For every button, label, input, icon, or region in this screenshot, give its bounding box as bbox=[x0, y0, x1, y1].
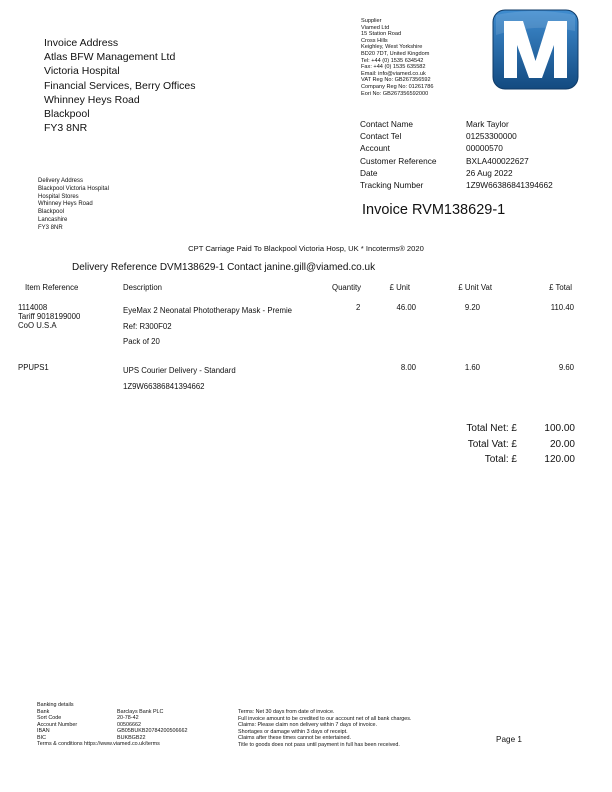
terms-link[interactable]: https://www.viamed.co.uk/terms bbox=[84, 741, 160, 747]
description-line: EyeMax 2 Neonatal Phototherapy Mask - Premie bbox=[123, 306, 293, 315]
banking-value: BUKBGB22 bbox=[117, 734, 146, 741]
banking-value: 00506662 bbox=[117, 721, 141, 728]
delivery-address bbox=[38, 178, 109, 233]
invoice-address-line: FY3 8NR bbox=[44, 122, 88, 135]
total-net-row bbox=[440, 421, 575, 437]
contact-value: 1Z9W66386841394662 bbox=[466, 180, 553, 191]
header-total: £ Total bbox=[549, 283, 572, 292]
supplier-line: Cross Hills bbox=[361, 37, 388, 44]
grand-total-row bbox=[440, 452, 575, 468]
contact-label: Date bbox=[360, 167, 378, 178]
account-row bbox=[360, 142, 553, 154]
terms-line: Full invoice amount to be credited to our account net of all bank charges. bbox=[238, 715, 412, 722]
contact-label: Contact Tel bbox=[360, 131, 402, 142]
total-value: 100.00 bbox=[544, 423, 575, 434]
date-row bbox=[360, 167, 553, 179]
contact-label: Account bbox=[360, 143, 390, 154]
contact-label: Customer Reference bbox=[360, 155, 437, 166]
carriage-terms: CPT Carriage Paid To Blackpool Victoria Hosp, UK * Incoterms® 2020 bbox=[188, 244, 424, 253]
total-label: Total: £ bbox=[484, 454, 517, 465]
header-unit: £ Unit bbox=[389, 283, 410, 292]
invoice-address-heading: Invoice Address bbox=[44, 37, 119, 49]
banking-label: IBAN bbox=[37, 728, 50, 734]
supplier-block bbox=[361, 18, 433, 97]
banking-row bbox=[37, 741, 187, 748]
row-1-unit-vat: 9.20 bbox=[464, 303, 480, 312]
contact-value: Mark Taylor bbox=[466, 119, 509, 129]
invoice-address-line: Financial Services, Berry Offices bbox=[44, 79, 196, 92]
invoice-address-line: Victoria Hospital bbox=[44, 65, 120, 78]
supplier-line: Keighley, West Yorkshire bbox=[361, 44, 423, 51]
item-origin: CoO U.S.A bbox=[18, 321, 57, 330]
contact-value: 26 Aug 2022 bbox=[466, 167, 513, 178]
delivery-address-line: Blackpool Victoria Hospital bbox=[38, 185, 109, 192]
banking-label: Sort Code bbox=[37, 715, 62, 721]
banking-label: Bank bbox=[37, 708, 50, 715]
row-2-unit-vat: 1.60 bbox=[464, 363, 480, 372]
supplier-line: Eori No: GB267356592000 bbox=[361, 90, 429, 97]
description-line: Ref: R300F02 bbox=[123, 321, 172, 331]
row-2-description bbox=[123, 363, 236, 394]
supplier-line: 15 Station Road bbox=[361, 31, 402, 38]
header-unit-vat: £ Unit Vat bbox=[458, 283, 492, 292]
banking-value: 20-78-42 bbox=[117, 715, 139, 721]
terms-line: Title to goods does not pass until payment in full has been received. bbox=[238, 741, 400, 748]
row-1-description bbox=[123, 303, 292, 350]
supplier-line: Fax: +44 (0) 1535 635582 bbox=[361, 64, 426, 71]
supplier-line: Email: info@viamed.co.uk bbox=[361, 70, 426, 77]
banking-label: BIC bbox=[37, 734, 46, 741]
totals bbox=[440, 421, 575, 468]
supplier-line: Viamed Ltd bbox=[361, 24, 390, 31]
terms-line: Shortages or damage within 3 days of receipt. bbox=[238, 728, 348, 735]
supplier-line: VAT Reg No: GB267356592 bbox=[361, 77, 431, 84]
contact-value: 01253300000 bbox=[466, 131, 517, 142]
customer-reference-row bbox=[360, 155, 553, 167]
item-reference: 1114008 bbox=[18, 303, 48, 312]
terms-line: Terms: Net 30 days from date of invoice. bbox=[238, 709, 335, 715]
total-value: 20.00 bbox=[549, 438, 575, 450]
payment-terms bbox=[238, 709, 412, 748]
viamed-logo bbox=[492, 9, 579, 90]
supplier-heading: Supplier bbox=[361, 18, 382, 24]
invoice-address-line: Whinney Heys Road bbox=[44, 93, 140, 106]
description-line: 1Z9W66386841394662 bbox=[123, 381, 205, 391]
invoice-address bbox=[44, 36, 196, 135]
banking-value: GB05BUKB20784200506662 bbox=[117, 728, 188, 734]
delivery-address-line: Hospital Stores bbox=[38, 193, 79, 200]
page-number: Page 1 bbox=[496, 735, 522, 744]
invoice-address-line: Blackpool bbox=[44, 108, 90, 121]
contact-value: 00000570 bbox=[466, 143, 503, 154]
item-tariff: Tariff 9018199000 bbox=[18, 312, 81, 321]
row-1-item bbox=[18, 303, 80, 330]
row-1-total: 110.40 bbox=[550, 303, 574, 312]
row-1-unit: 46.00 bbox=[396, 303, 416, 312]
delivery-address-line: Blackpool bbox=[38, 209, 65, 216]
row-2-unit: 8.00 bbox=[400, 363, 416, 372]
contact-name-row bbox=[360, 118, 553, 130]
contact-details bbox=[360, 118, 553, 191]
banking-value: Barclays Bank PLC bbox=[117, 708, 164, 715]
supplier-line: Tel: +44 (0) 1535 634542 bbox=[361, 57, 424, 64]
banking-label: Banking details bbox=[37, 702, 74, 708]
invoice-address-line: Atlas BFW Management Ltd bbox=[44, 51, 176, 64]
invoice-number: Invoice RVM138629-1 bbox=[362, 202, 506, 218]
tracking-number-row bbox=[360, 179, 553, 191]
contact-value: BXLA400022627 bbox=[466, 155, 529, 166]
header-description: Description bbox=[123, 283, 162, 292]
header-item-reference: Item Reference bbox=[25, 283, 79, 292]
row-1-quantity: 2 bbox=[356, 303, 361, 312]
delivery-address-line: Whinney Heys Road bbox=[38, 201, 93, 208]
terms-line: Claims after these times cannot be entertained. bbox=[238, 735, 351, 741]
banking-label: Account Number bbox=[37, 721, 78, 728]
supplier-line: Company Reg No: 01261786 bbox=[361, 83, 434, 90]
terms-line: Claims: Please claim non delivery within 7 days of invoice. bbox=[238, 722, 378, 728]
banking-label: Terms & conditions bbox=[37, 741, 83, 747]
header-quantity: Quantity bbox=[332, 283, 362, 292]
total-vat-row bbox=[440, 437, 575, 453]
banking-details bbox=[37, 702, 187, 748]
row-2-total: 9.60 bbox=[558, 363, 574, 372]
total-value: 120.00 bbox=[544, 454, 575, 465]
delivery-address-line: FY3 8NR bbox=[38, 224, 63, 231]
delivery-address-line: Lancashire bbox=[38, 216, 68, 223]
contact-tel-row bbox=[360, 130, 553, 142]
description-line: Pack of 20 bbox=[123, 337, 160, 346]
row-2-item bbox=[18, 363, 49, 372]
supplier-line: BD20 7DT, United Kingdom bbox=[361, 50, 430, 57]
contact-label: Contact Name bbox=[360, 119, 414, 129]
description-line: UPS Courier Delivery - Standard bbox=[123, 366, 236, 375]
contact-label: Tracking Number bbox=[360, 180, 424, 191]
total-label: Total Vat: £ bbox=[467, 438, 517, 450]
total-label: Total Net: £ bbox=[466, 423, 517, 434]
delivery-reference: Delivery Reference DVM138629-1 Contact janine.gill@viamed.co.uk bbox=[72, 262, 376, 273]
item-reference: PPUPS1 bbox=[18, 363, 49, 372]
delivery-address-heading: Delivery Address bbox=[38, 178, 84, 184]
